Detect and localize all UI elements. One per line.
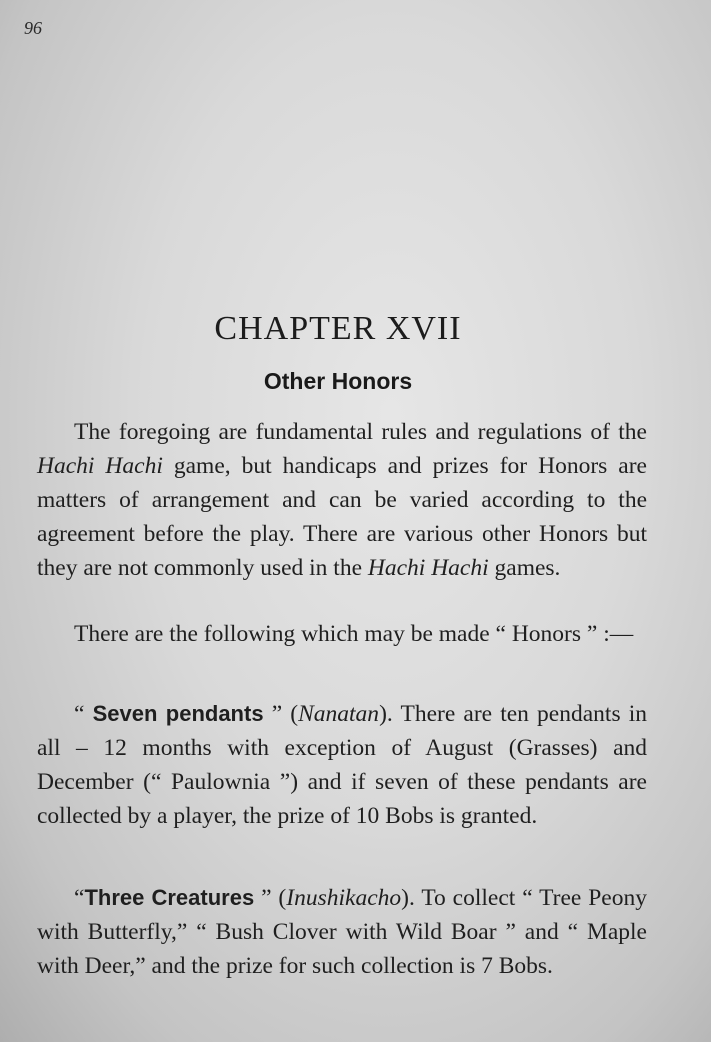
intro-game-name-1: Hachi Hachi: [37, 453, 163, 479]
honors-list-intro-text: There are the following which may be made “ Honors ” :—: [74, 621, 634, 647]
intro-text-1: The foregoing are fundamental rules and regulations of the: [74, 419, 647, 445]
three-creatures-paragraph: [37, 881, 647, 983]
seven-pendants-close-quote: ” (: [263, 701, 299, 727]
three-creatures-body: ). To collect “ Tree Peony with Butterfly,” “ Bush Clover with Wild Boar ” and “ Maple with Deer,” and the prize for such collection is 7 Bobs.: [37, 885, 647, 979]
three-creatures-close-quote: ” (: [254, 885, 287, 911]
chapter-title: CHAPTER XVII: [214, 310, 462, 347]
chapter-subtitle: Other Honors: [263, 368, 413, 394]
three-creatures-heading: Three Creatures: [84, 885, 255, 910]
seven-pendants-body: ). There are ten pendants in all – 12 months with exception of August (Grasses) and December (“ Paulownia ”) and if seven of these pendants are collected by a player, the prize of 10 Bobs is granted.: [37, 701, 648, 829]
intro-text-2: game, but handicaps and prizes for Honors are matters of arrangement and can be varied according to the agreement before the play. There are various other Honors but they are not commonly used in the: [37, 453, 647, 581]
seven-pendants-paragraph: [37, 697, 647, 833]
three-creatures-japanese-name: Inushikacho: [286, 885, 402, 911]
page-number: 96: [24, 18, 42, 38]
seven-pendants-open-quote: “: [74, 701, 93, 727]
honors-list-intro-paragraph: [37, 617, 647, 651]
intro-game-name-2: Hachi Hachi: [367, 555, 489, 581]
three-creatures-open-quote: “: [74, 885, 85, 911]
seven-pendants-heading: Seven pendants: [92, 701, 264, 726]
seven-pendants-japanese-name: Nanatan: [298, 701, 380, 727]
intro-text-3: games.: [488, 555, 561, 581]
intro-paragraph: [37, 415, 647, 585]
